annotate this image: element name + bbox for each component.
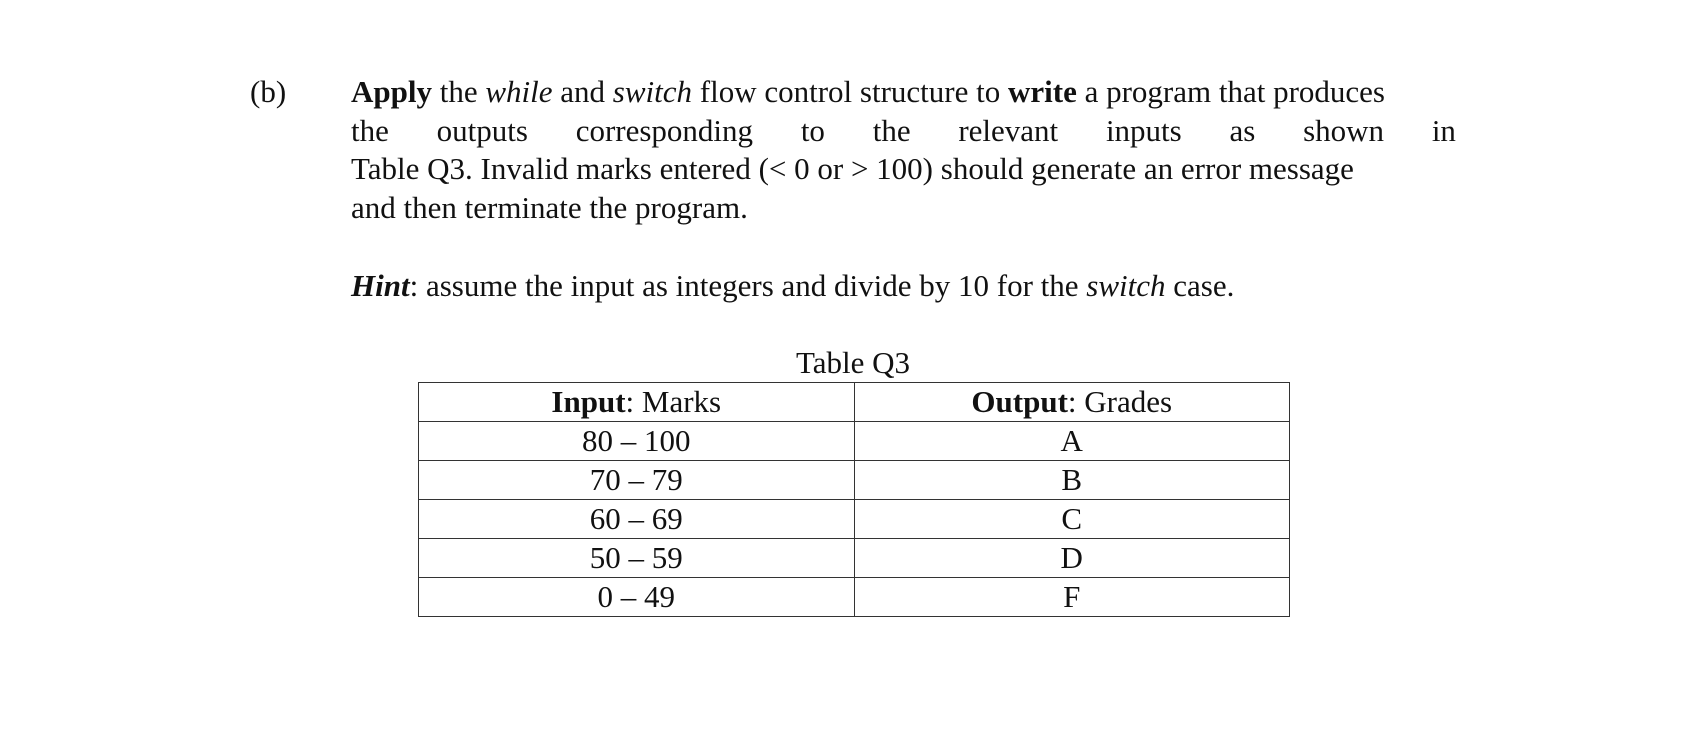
- grade-cell: D: [854, 539, 1290, 578]
- header-output-grades: Output: Grades: [854, 383, 1290, 422]
- question-line-2: [351, 112, 1456, 151]
- word: shown: [1303, 112, 1385, 148]
- word: inputs: [1105, 112, 1182, 148]
- table-row: [419, 500, 1290, 539]
- emph-switch: switch: [612, 74, 693, 109]
- word: to: [800, 112, 825, 148]
- table-row: [419, 461, 1290, 500]
- table-row: [419, 578, 1290, 617]
- marks-cell: 50 – 59: [419, 539, 855, 578]
- word: corresponding: [575, 112, 754, 148]
- grade-cell: B: [854, 461, 1290, 500]
- text-run: the: [431, 74, 486, 109]
- hint-emph-switch: switch: [1086, 268, 1166, 303]
- word: outputs: [436, 112, 528, 148]
- table-row: [419, 422, 1290, 461]
- marks-cell: 80 – 100: [419, 422, 855, 461]
- marks-cell: 70 – 79: [419, 461, 855, 500]
- word: relevant: [958, 112, 1059, 148]
- question-paragraph: [351, 73, 1456, 227]
- word: in: [1431, 112, 1456, 148]
- header-input-marks: Input: Marks: [419, 383, 855, 422]
- text-run: and: [552, 74, 613, 109]
- hint-paragraph: [351, 267, 1234, 305]
- marks-cell: 0 – 49: [419, 578, 855, 617]
- table-caption: Table Q3: [795, 345, 911, 380]
- table-row: [419, 539, 1290, 578]
- question-label: (b): [250, 74, 287, 109]
- marks-cell: 60 – 69: [419, 500, 855, 539]
- emph-write: write: [1007, 74, 1077, 109]
- emph-apply: Apply: [351, 74, 432, 109]
- grades-table: [418, 382, 1290, 617]
- question-line-4: and then terminate the program.: [351, 189, 748, 225]
- word: as: [1229, 112, 1256, 148]
- text-run: a program that produces: [1076, 74, 1385, 109]
- word: the: [872, 112, 911, 148]
- grade-cell: F: [854, 578, 1290, 617]
- word: the: [351, 112, 389, 148]
- emph-while: while: [485, 74, 553, 109]
- grade-cell: A: [854, 422, 1290, 461]
- hint-label: Hint: [351, 268, 410, 303]
- text-run: flow control structure to: [692, 74, 1008, 109]
- question-line-1: [351, 73, 1456, 112]
- table-header-row: [419, 383, 1290, 422]
- hint-text: : assume the input as integers and divide by 10 for the: [409, 268, 1087, 303]
- question-line-3: Table Q3. Invalid marks entered (< 0 or > 100) should generate an error message: [351, 151, 1354, 186]
- hint-text-end: case.: [1165, 268, 1235, 303]
- grade-cell: C: [854, 500, 1290, 539]
